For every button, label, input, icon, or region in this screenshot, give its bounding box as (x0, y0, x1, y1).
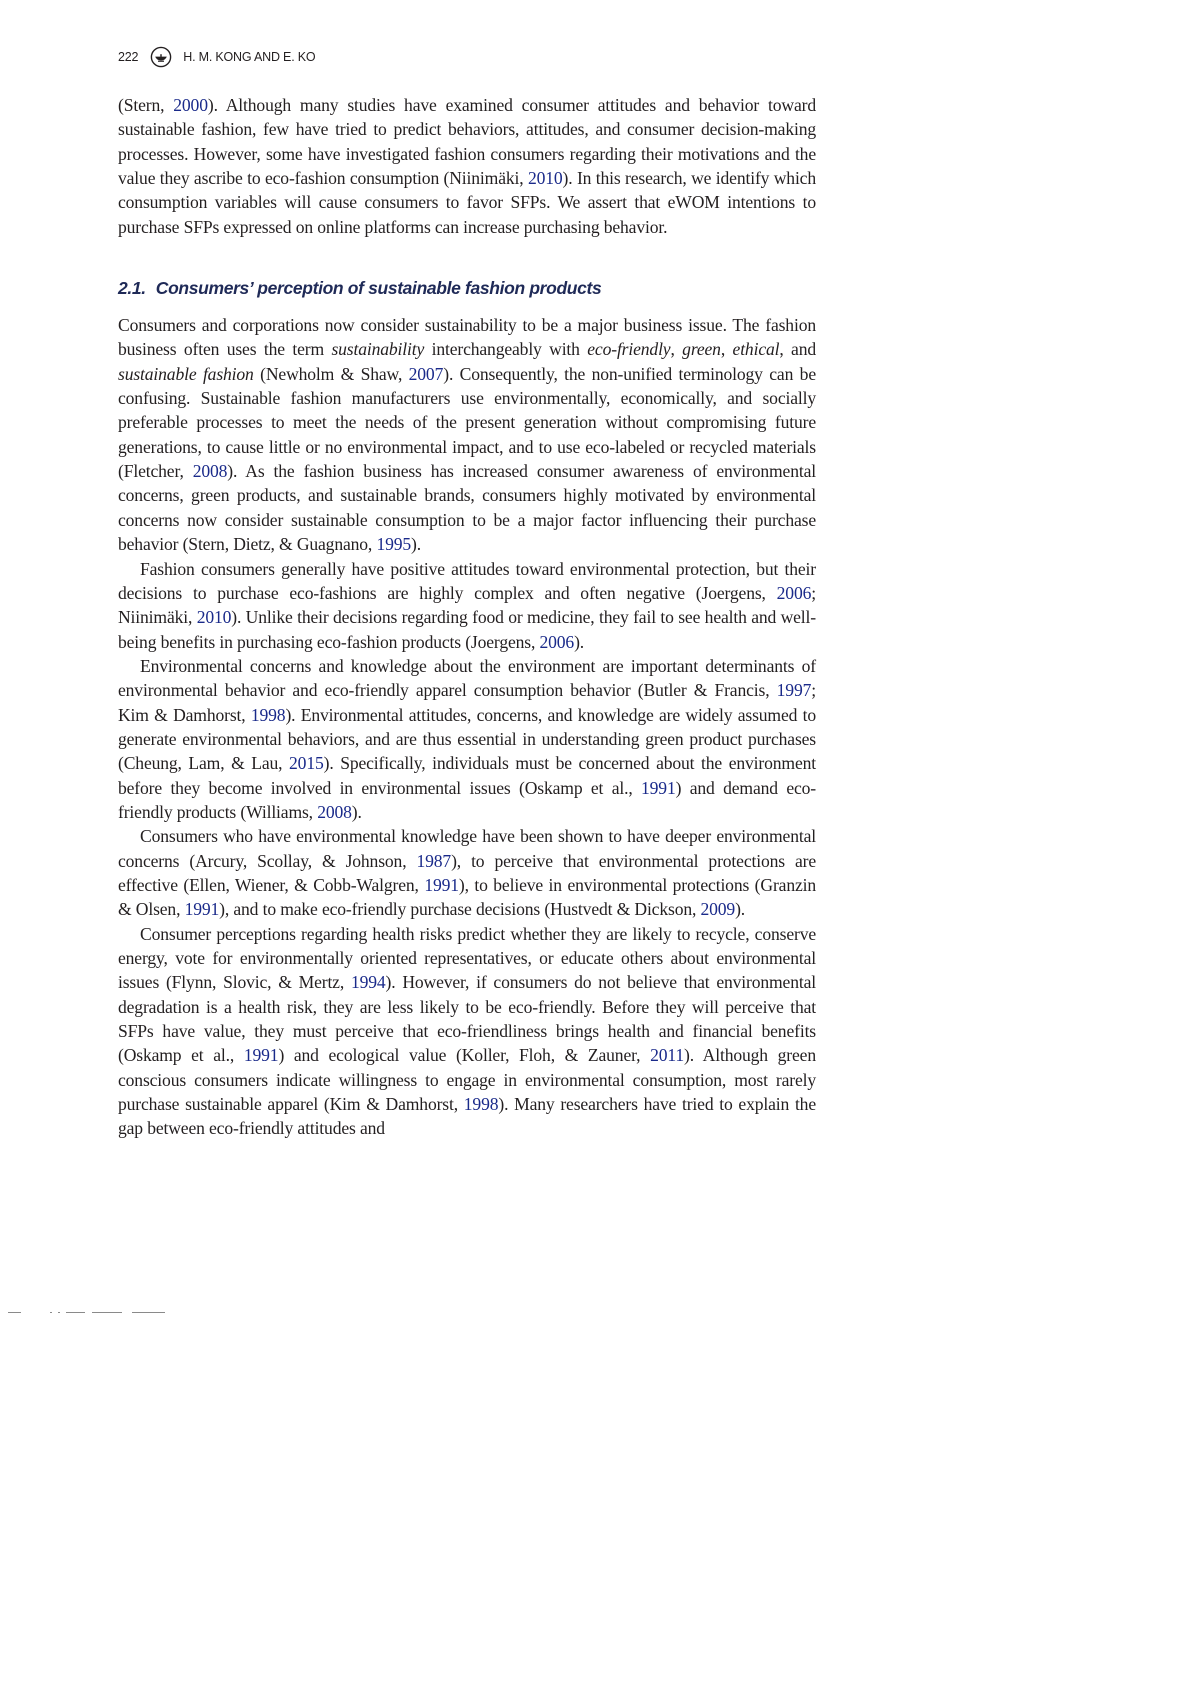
body-text: ) and ecological value (Koller, Floh, & Zauner, (278, 1045, 651, 1066)
citation-year-link[interactable]: 2009 (700, 899, 736, 920)
body-text: ). Many researchers have tried to explain the gap between eco-friendly attitudes and (118, 1094, 816, 1139)
footer-rule-mark (50, 1312, 52, 1313)
body-text: ). Although green conscious consumers indicate willingness to engage in environmental consumption, most rarely purchase sustainable apparel (Kim & Damhorst, (118, 1045, 816, 1115)
section-paragraphs (118, 313, 816, 1141)
body-paragraph (118, 557, 816, 654)
emphasized-term: eco-friendly (587, 339, 671, 360)
citation-year-link[interactable]: 2006 (776, 582, 812, 603)
body-paragraph (118, 824, 816, 921)
citation-year-link[interactable]: 2010 (527, 168, 563, 189)
citation-year-link[interactable]: 2000 (173, 95, 208, 115)
body-text: , and (779, 339, 817, 360)
body-text: ; Kim & Damhorst, (118, 680, 816, 725)
body-text: Consumer perceptions regarding health risks predict whether they are likely to recycle, conserve energy, vote for environmentally oriented representatives, or educate others about environmental issues (Flynn, Slovic, & Mertz, (118, 923, 816, 993)
body-text: Consumers who have environmental knowledge have been shown to have deeper environmental concerns (Arcury, Scollay, & Johnson, (118, 826, 816, 871)
body-text: ). Unlike their decisions regarding food or medicine, they fail to see health and well-being benefits in purchasing eco-fashion products (Joergens, (118, 607, 816, 652)
footer-rule-mark (58, 1312, 60, 1313)
body-text: ). (574, 631, 585, 652)
body-text: (Newholm & Shaw, (253, 363, 409, 384)
body-text: ). Specifically, individuals must be concerned about the environment before they become involved in environmental issues (Oskamp et al., (118, 753, 816, 798)
intro-paragraphs (118, 93, 816, 239)
body-text: ), to perceive that environmental protections are effective (Ellen, Wiener, & Cobb-Walgren, (118, 850, 817, 895)
running-head (118, 47, 315, 67)
body-text: Consumers and corporations now consider sustainability to be a major business issue. The fashion business often uses the term (118, 315, 816, 360)
citation-year-link[interactable]: 1991 (243, 1045, 279, 1066)
body-text: ). Consequently, the non-unified terminology can be confusing. Sustainable fashion manufacturers use environmentally, economically, and socially preferable processes to meet the needs of the present generation without compromising future generations, to cause little or no environmental impact, and to use eco-labeled or recycled materials (Fletcher, (118, 363, 816, 482)
body-text: ), to believe in environmental protections (Granzin & Olsen, (118, 874, 817, 920)
body-text: ). (411, 534, 421, 555)
body-paragraph (118, 922, 816, 1141)
body-text: (Stern, (118, 95, 174, 115)
citation-year-link[interactable]: 1991 (424, 874, 459, 895)
emphasized-term: sustainability (331, 339, 425, 360)
body-paragraph (118, 654, 816, 824)
citation-year-link[interactable]: 1998 (250, 704, 286, 725)
section-number: 2.1. (118, 278, 146, 299)
body-text: ). Environmental attitudes, concerns, and knowledge are widely assumed to generate environmental behaviors, and are thus essential in understanding green product purchases (Cheung, Lam, & Lau, (118, 704, 816, 774)
page-number: 222 (118, 50, 139, 64)
citation-year-link[interactable]: 1991 (184, 899, 220, 920)
body-text: , (720, 339, 733, 360)
footer-rule-mark (66, 1312, 85, 1313)
footer-rule-mark (132, 1312, 165, 1313)
citation-year-link[interactable]: 1998 (463, 1094, 499, 1115)
body-text: ). As the fashion business has increased consumer awareness of environmental concerns, green products, and sustainable brands, consumers highly motivated by environmental concerns now consider sustainable consumption to be a major factor influencing their purchase behavior (Stern, Dietz, & Guagnano, (118, 461, 816, 555)
emphasized-term: green (682, 339, 721, 360)
body-text: ). (351, 801, 362, 822)
body-paragraph (118, 93, 816, 239)
citation-year-link[interactable]: 1987 (416, 850, 452, 871)
citation-year-link[interactable]: 2008 (192, 461, 228, 482)
body-text: ). (735, 899, 746, 920)
body-text: ). Although many studies have examined consumer attitudes and behavior toward sustainable fashion, few have tried to predict behaviors, attitudes, and consumer decision-making processes. However, some have investigated fashion consumers regarding their motivations and the value they ascribe to eco-fashion consumption (Niinimäki, (118, 95, 817, 189)
body-text: ). However, if consumers do not believe that environmental degradation is a health risk, they are less likely to be eco-friendly. Before they will perceive that SFPs have value, they must perceive that eco-friendliness brings health and financial benefits (Oskamp et al., (118, 972, 816, 1066)
citation-year-link[interactable]: 2010 (196, 607, 232, 628)
citation-year-link[interactable]: 1991 (641, 777, 676, 798)
citation-year-link[interactable]: 2006 (539, 631, 575, 652)
publisher-lamp-icon (150, 46, 172, 68)
citation-year-link[interactable]: 2015 (289, 753, 324, 774)
citation-year-link[interactable]: 2011 (650, 1045, 684, 1066)
text-column (118, 93, 816, 1141)
body-text: ). In this research, we identify which consumption variables will cause consumers to favor SFPs. We assert that eWOM intentions to purchase SFPs expressed on online platforms can increase purchasing behavior. (118, 168, 816, 237)
emphasized-term: sustainable fashion (118, 363, 254, 384)
body-text: Fashion consumers generally have positive attitudes toward environmental protection, but their decisions to purchase eco-fashions are highly complex and often negative (Joergens, (118, 558, 816, 603)
body-text: ), and to make eco-friendly purchase decisions (Hustvedt & Dickson, (219, 899, 701, 920)
citation-year-link[interactable]: 2008 (317, 801, 352, 822)
footer-rule-mark (8, 1312, 21, 1313)
body-text: interchangeably with (424, 339, 588, 360)
body-text: ) and demand eco-friendly products (Williams, (118, 777, 816, 822)
footer-rule-mark (92, 1312, 122, 1313)
body-text: ; Niinimäki, (118, 582, 816, 628)
body-paragraph (118, 313, 816, 556)
body-text: Environmental concerns and knowledge about the environment are important determinants of environmental behavior and eco-friendly apparel consumption behavior (Butler & Francis, (118, 655, 816, 701)
citation-year-link[interactable]: 1995 (376, 534, 412, 555)
citation-year-link[interactable]: 2007 (408, 363, 444, 384)
citation-year-link[interactable]: 1997 (776, 680, 812, 701)
emphasized-term: ethical (732, 339, 780, 360)
running-head-authors: H. M. KONG AND E. KO (183, 50, 316, 64)
body-text: , (670, 339, 683, 360)
section-heading (118, 277, 816, 299)
section-title: Consumers’ perception of sustainable fashion products (155, 278, 602, 299)
footer-rule-marks (0, 1312, 200, 1314)
citation-year-link[interactable]: 1994 (350, 972, 386, 993)
